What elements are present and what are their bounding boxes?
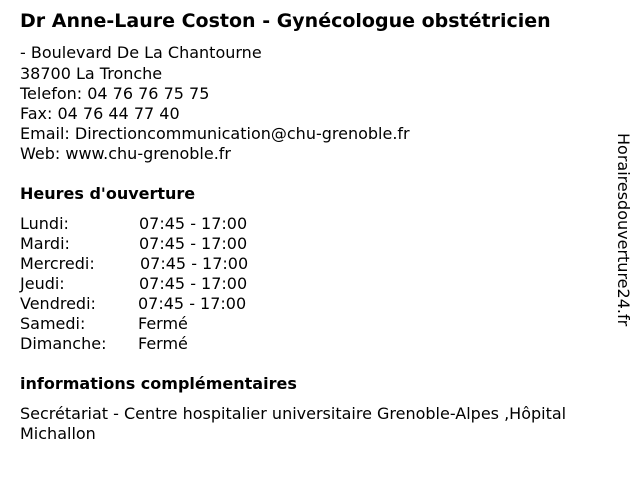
time-range: Fermé bbox=[138, 334, 188, 353]
address-city: 38700 La Tronche bbox=[20, 64, 163, 83]
hours-row bbox=[20, 254, 320, 274]
hours-row bbox=[20, 274, 320, 294]
day-label: Dimanche: bbox=[20, 334, 107, 353]
day-label: Samedi: bbox=[20, 314, 86, 333]
hours-row bbox=[20, 314, 320, 334]
fax-number: Fax: 04 76 44 77 40 bbox=[20, 104, 180, 123]
day-label: Mercredi: bbox=[20, 254, 95, 273]
additional-info-text: Secrétariat - Centre hospitalier universitaire Grenoble-Alpes ,Hôpital Michallon bbox=[20, 404, 567, 443]
day-label: Lundi: bbox=[20, 214, 69, 233]
phone-number: Telefon: 04 76 76 75 75 bbox=[20, 84, 210, 103]
website: Web: www.chu-grenoble.fr bbox=[20, 144, 231, 163]
opening-hours-heading: Heures d'ouverture bbox=[20, 184, 196, 203]
watermark: Horairesdouverture24.fr bbox=[614, 133, 633, 327]
address-street: - Boulevard De La Chantourne bbox=[20, 43, 262, 62]
time-range: 07:45 - 17:00 bbox=[139, 274, 248, 293]
time-range: 07:45 - 17:00 bbox=[139, 214, 248, 233]
additional-info-heading: informations complémentaires bbox=[20, 374, 297, 393]
day-label: Mardi: bbox=[20, 234, 70, 253]
time-range: 07:45 - 17:00 bbox=[140, 254, 249, 273]
day-label: Vendredi: bbox=[20, 294, 96, 313]
time-range: Fermé bbox=[138, 314, 188, 333]
hours-row bbox=[20, 214, 320, 234]
day-label: Jeudi: bbox=[20, 274, 65, 293]
page-title: Dr Anne-Laure Coston - Gynécologue obstétricien bbox=[20, 10, 551, 32]
hours-row bbox=[20, 294, 320, 314]
time-range: 07:45 - 17:00 bbox=[139, 234, 248, 253]
time-range: 07:45 - 17:00 bbox=[138, 294, 247, 313]
hours-row bbox=[20, 234, 320, 254]
email-address: Email: Directioncommunication@chu-grenoble.fr bbox=[20, 124, 410, 143]
hours-row bbox=[20, 334, 320, 354]
